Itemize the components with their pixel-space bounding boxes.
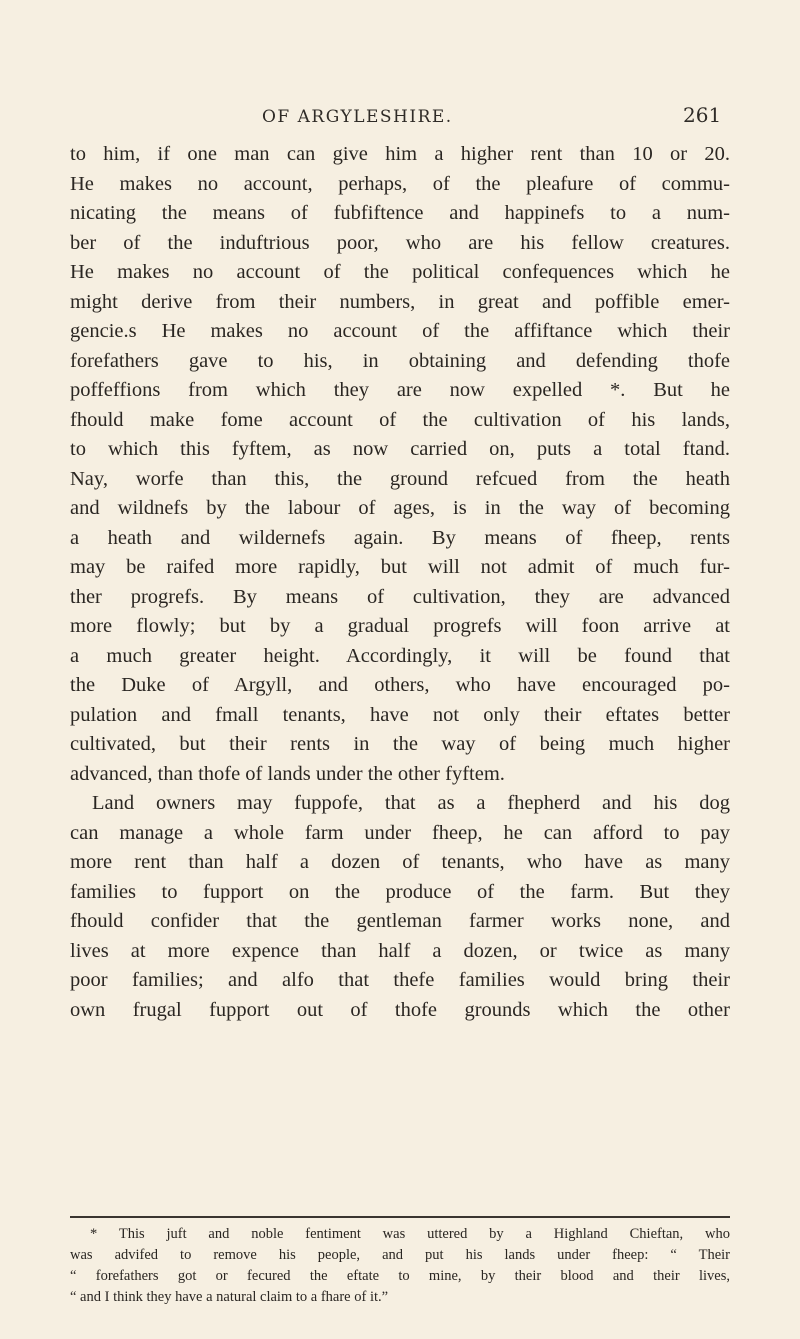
text-line: might derive from their numbers, in great and poffible emer-	[70, 290, 730, 313]
text-line: and wildnefs by the labour of ages, is in the way of becoming	[70, 497, 730, 519]
text-line: advanced, than thofe of lands under the other fyftem.	[70, 762, 505, 785]
text-line: families to fupport on the produce of the farm. But they	[70, 880, 730, 903]
running-title: OF ARGYLESHIRE.	[262, 107, 453, 127]
text-line: cultivated, but their rents in the way of being much higher	[70, 733, 730, 755]
text-line: He makes no account, perhaps, of the pleafure of commu-	[70, 172, 730, 195]
text-line: poffeffions from which they are now expelled *. But he	[70, 379, 730, 401]
text-line: fhould confider that the gentleman farmer works none, and	[70, 910, 730, 932]
footnote-line: “ forefathers got or fecured the eftate to mine, by their blood and their lives,	[70, 1268, 730, 1284]
text-line: a heath and wildernefs again. By means of fheep, rents	[70, 526, 730, 549]
text-line: gencie.s He makes no account of the affiftance which their	[70, 320, 730, 342]
text-line: ther progrefs. By means of cultivation, they are advanced	[70, 585, 730, 608]
text-line: forefathers gave to his, in obtaining and defending thofe	[70, 349, 730, 372]
text-line: to which this fyftem, as now carried on, puts a total ftand.	[70, 438, 730, 460]
text-line: nicating the means of fubfiftence and happinefs to a num-	[70, 202, 730, 224]
page-number: 261	[683, 103, 722, 127]
text-line: to him, if one man can give him a higher rent than 10 or 20.	[70, 143, 730, 165]
footnote-line: was advifed to remove his people, and put his lands under fheep: “ Their	[70, 1247, 730, 1263]
text-line: ber of the induftrious poor, who are his fellow creatures.	[70, 231, 730, 254]
footnote-line: “ and I think they have a natural claim to a fhare of it.”	[70, 1289, 389, 1305]
body-text	[70, 140, 730, 1025]
text-line: a much greater height. Accordingly, it will be found that	[70, 644, 730, 667]
text-line: pulation and fmall tenants, have not only their eftates better	[70, 703, 730, 726]
text-line: fhould make fome account of the cultivation of his lands,	[70, 408, 730, 431]
text-line: can manage a whole farm under fheep, he can afford to pay	[70, 821, 730, 844]
text-line: the Duke of Argyll, and others, who have encouraged po-	[70, 674, 730, 696]
text-line: more flowly; but by a gradual progrefs will foon arrive at	[70, 615, 730, 637]
text-line: lives at more expence than half a dozen, or twice as many	[70, 939, 730, 962]
footnote-line: * This juft and noble fentiment was uttered by a Highland Chieftan, who	[90, 1226, 730, 1242]
text-line: own frugal fupport out of thofe grounds which the other	[70, 998, 730, 1021]
paragraph-start-line: Land owners may fuppofe, that as a fhepherd and his dog	[92, 792, 730, 814]
footnote	[70, 1224, 730, 1308]
text-line: Nay, worfe than this, the ground refcued from the heath	[70, 467, 730, 490]
text-line: more rent than half a dozen of tenants, who have as many	[70, 851, 730, 873]
text-line: may be raifed more rapidly, but will not admit of much fur-	[70, 556, 730, 578]
text-line: He makes no account of the political confequences which he	[70, 261, 730, 283]
text-line: poor families; and alfo that thefe families would bring their	[70, 969, 730, 991]
footnote-rule	[70, 1216, 730, 1218]
